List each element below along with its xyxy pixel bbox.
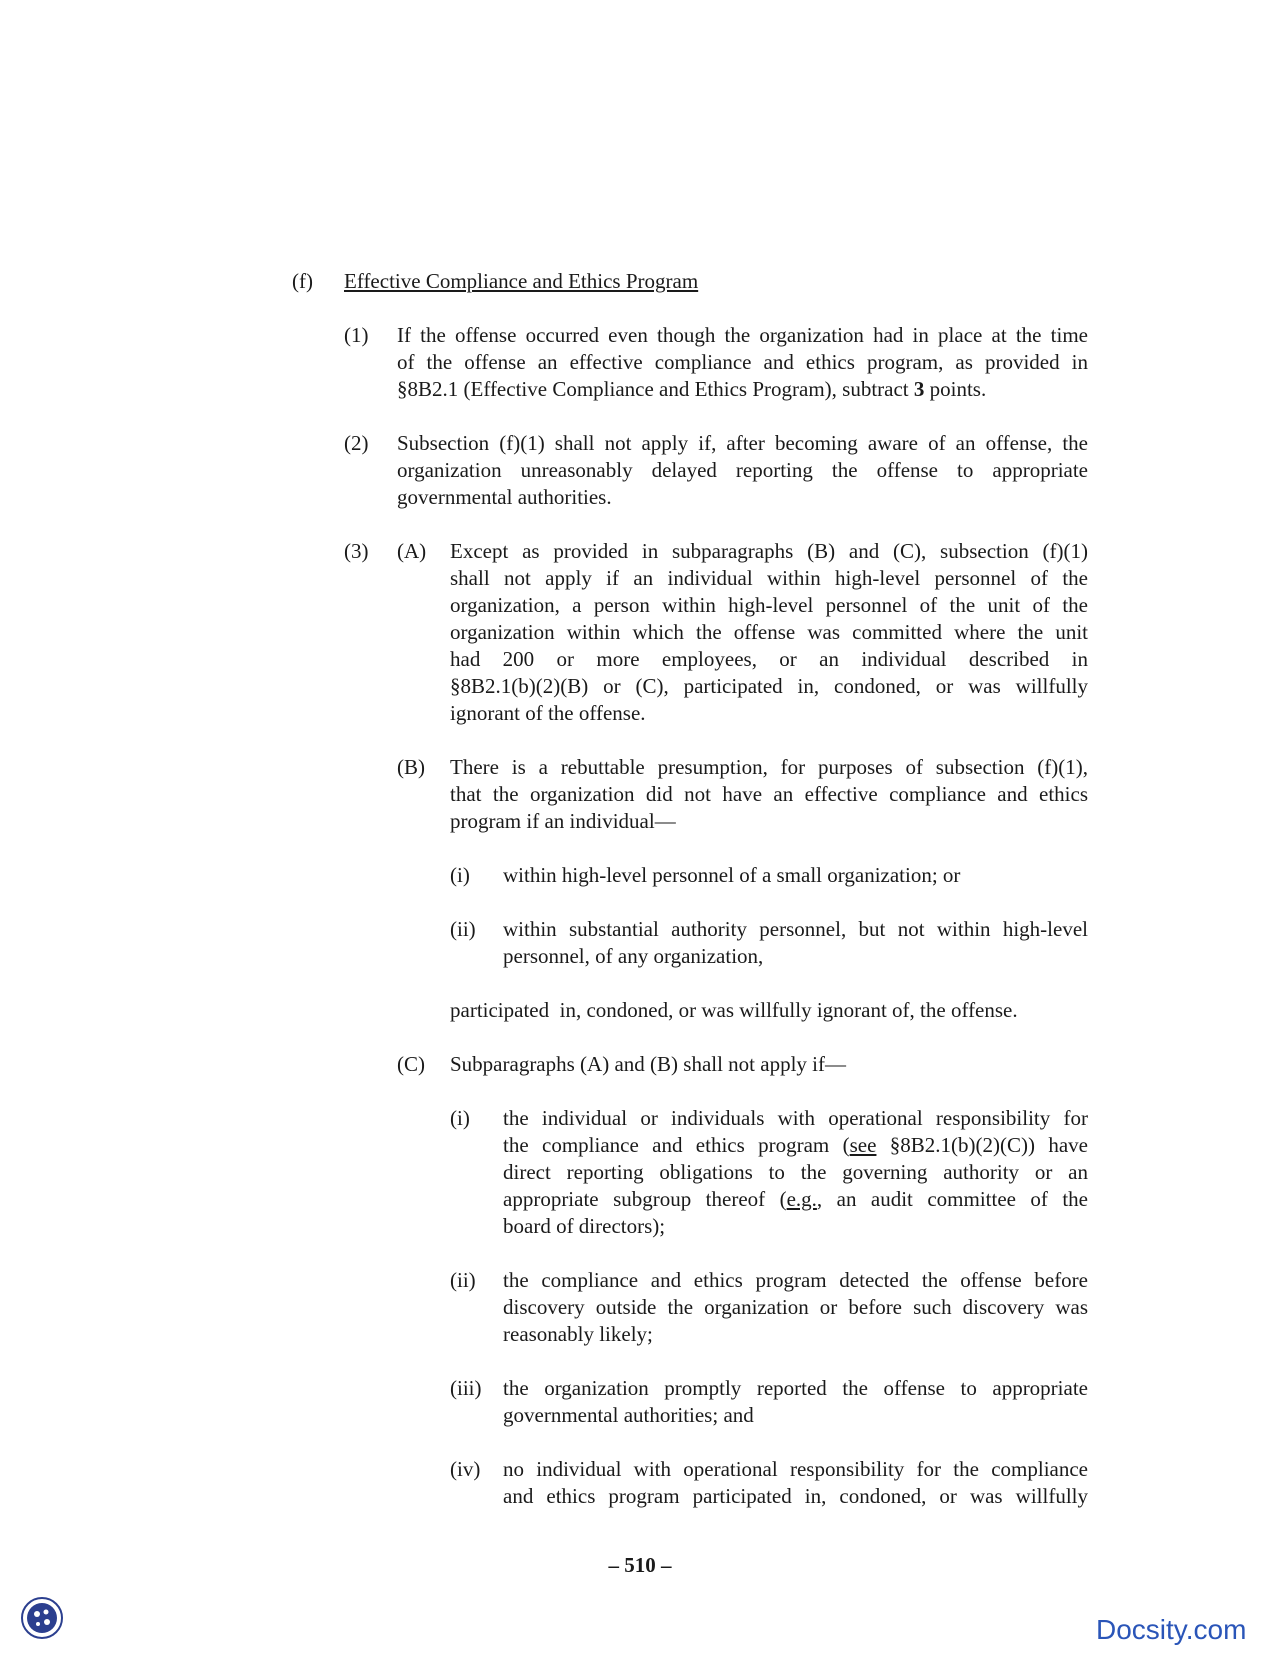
para-3C-i-line: direct reporting obligations to the governing authority or an	[503, 1160, 1088, 1184]
para-3-label: (3)	[344, 539, 369, 563]
page-number: – 510 –	[608, 1553, 672, 1577]
para-3C-iii-line: the organization promptly reported the offense to appropriate	[503, 1376, 1088, 1400]
para-3B-ii-line: within substantial authority personnel, but not within high-level	[503, 917, 1088, 941]
para-3A-line: organization within which the offense was committed where the unit	[450, 620, 1088, 644]
para-3A-label: (A)	[397, 539, 427, 563]
eg-signal: e.g.	[786, 1187, 817, 1211]
para-3B-line: There is a rebuttable presumption, for purposes of subsection (f)(1),	[450, 755, 1088, 779]
para-3B-i-label: (i)	[450, 863, 470, 887]
para-2-label: (2)	[344, 431, 369, 455]
points-value: 3	[913, 377, 925, 401]
para-3A-line: shall not apply if an individual within high-level personnel of the	[450, 566, 1088, 590]
para-3B-line: that the organization did not have an effective compliance and ethics	[450, 782, 1088, 806]
para-3B-ii-line: personnel, of any organization,	[503, 944, 764, 968]
para-3C-i-line: board of directors);	[503, 1214, 666, 1238]
para-3C-i-line	[503, 1132, 1088, 1159]
para-3A-line: Except as provided in subparagraphs (B) and (C), subsection (f)(1)	[450, 539, 1088, 563]
para-3C-label: (C)	[397, 1052, 425, 1076]
section-title: Effective Compliance and Ethics Program	[344, 269, 699, 293]
para-3B-closing: participated in, condoned, or was willfully ignorant of, the offense.	[450, 998, 1018, 1022]
para-3C-iv-line: no individual with operational responsibility for the compliance	[503, 1457, 1088, 1481]
para-3C-ii-line: reasonably likely;	[503, 1322, 653, 1346]
para-3C-intro: Subparagraphs (A) and (B) shall not apply if—	[450, 1052, 846, 1076]
para-3C-iv-line: and ethics program participated in, condoned, or was willfully	[503, 1484, 1088, 1508]
para-3A-line: §8B2.1(b)(2)(B) or (C), participated in, condoned, or was willfully	[450, 674, 1088, 698]
para-3C-ii-line: discovery outside the organization or before such discovery was	[503, 1295, 1088, 1319]
para-3B-i-line: within high-level personnel of a small organization; or	[503, 863, 961, 887]
para-3B-label: (B)	[397, 755, 425, 779]
para-3B-ii-label: (ii)	[450, 917, 476, 941]
brand-link[interactable]: Docsity.com	[1096, 1614, 1247, 1645]
para-1-line-last	[397, 376, 986, 403]
para-3A-line: ignorant of the offense.	[450, 701, 646, 725]
points-suffix: points.	[929, 377, 987, 401]
see-signal: see	[849, 1133, 877, 1157]
para-3A-line: had 200 or more employees, or an individual described in	[450, 647, 1088, 671]
para-3A-line: organization, a person within high-level personnel of the unit of the	[450, 593, 1088, 617]
para-3C-iii-label: (iii)	[450, 1376, 482, 1400]
para-2-line: governmental authorities.	[397, 485, 612, 509]
para-1-line-text: §8B2.1 (Effective Compliance and Ethics Program), subtract	[397, 377, 909, 401]
docsity-logo-icon[interactable]	[20, 1596, 64, 1640]
para-3C-ii-label: (ii)	[450, 1268, 476, 1292]
para-3B-line: program if an individual—	[450, 809, 676, 833]
para-3C-iv-label: (iv)	[450, 1457, 481, 1481]
text-run: appropriate subgroup thereof (	[503, 1187, 787, 1211]
para-3C-iii-line: governmental authorities; and	[503, 1403, 754, 1427]
para-3C-i-line: the individual or individuals with operational responsibility for	[503, 1106, 1088, 1130]
para-3C-i-label: (i)	[450, 1106, 470, 1130]
para-3C-i-line	[503, 1186, 1088, 1213]
para-2-line: organization unreasonably delayed reporting the offense to appropriate	[397, 458, 1088, 482]
text-run: , an audit committee of the	[816, 1187, 1089, 1211]
section-label: (f)	[292, 269, 313, 293]
text-run: §8B2.1(b)(2)(C)) have	[876, 1133, 1089, 1157]
para-1-line: If the offense occurred even though the organization had in place at the time	[397, 323, 1088, 347]
para-2-line: Subsection (f)(1) shall not apply if, after becoming aware of an offense, the	[397, 431, 1088, 455]
para-1-line: of the offense an effective compliance and ethics program, as provided in	[397, 350, 1088, 374]
para-3C-ii-line: the compliance and ethics program detected the offense before	[503, 1268, 1088, 1292]
text-run: the compliance and ethics program (	[503, 1133, 850, 1157]
para-1-label: (1)	[344, 323, 369, 347]
